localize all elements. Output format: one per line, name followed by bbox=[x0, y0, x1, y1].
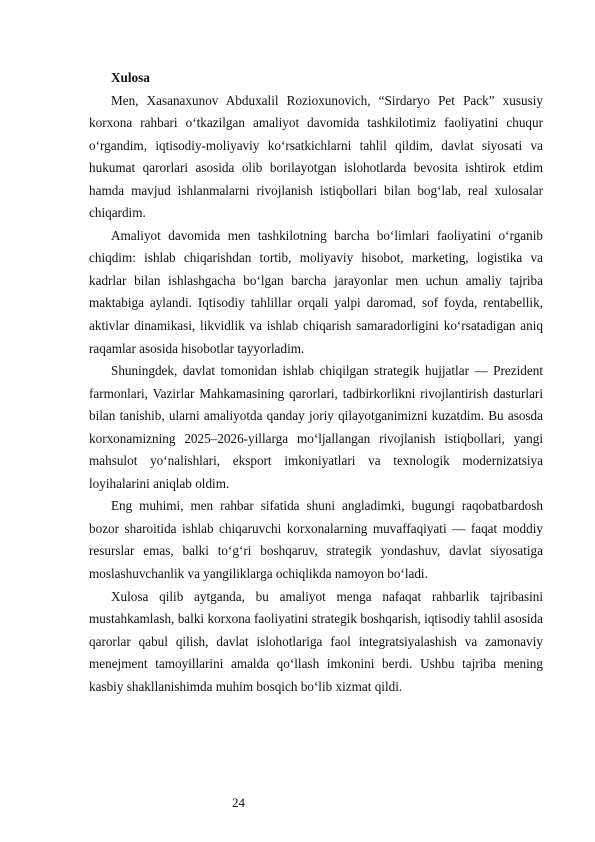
section-heading: Xulosa bbox=[111, 70, 150, 85]
paragraph-2: Amaliyot davomida men tashkilotning barcha bo‘limlari faoliyatini o‘rganib chiqdim: ishlab chiqarishdan tortib, moliyaviy hisobot, marketing, logistika va kadrlar bilan ishlashgacha bo‘lgan barcha jarayonlar men uchun amaliy tajriba maktabiga aylandi. Iqtisodiy tahlillar orqali yalpi daromad, sof foyda, rentabellik, aktivlar dinamikasi, likvidlik va ishlab chiqarish samaradorligini ko‘rsatadigan aniq raqamlar asosida hisobotlar tayyorladim. bbox=[89, 227, 543, 356]
page-number: 24 bbox=[232, 795, 245, 810]
paragraph-1: Men, Xasanaxunov Abduxalil Rozioxunovich, “Sirdaryo Pet Pack” xususiy korxona rahbari o‘tkazilgan amaliyot davomida tashkilotimiz faoliyatini chuqur o‘rgandim, iqtisodiy-moliyaviy ko‘rsatkichlarni tahlil qildim, davlat siyosati va hukumat qarorlari asosida olib borilayotgan islohotlarda bevosita ishtirok etdim hamda mavjud ishlanmalarni rivojlanish istiqbollari bilan bog‘lab, real xulosalar chiqardim. bbox=[89, 92, 543, 221]
paragraph-5: Xulosa qilib aytganda, bu amaliyot menga nafaqat rahbarlik tajribasini mustahkamlash, balki korxona faoliyatini strategik boshqarish, iqtisodiy tahlil asosida qarorlar qabul qilish, davlat islohotlariga faol integratsiyalashish va zamonaviy menejment tamoyillarini amalda qo‘llash imkonini berdi. Ushbu tajriba mening kasbiy shakllanishimda muhim bosqich bo‘lib xizmat qildi. bbox=[89, 588, 543, 694]
page-content bbox=[89, 67, 543, 698]
paragraph-4: Eng muhimi, men rahbar sifatida shuni angladimki, bugungi raqobatbardosh bozor sharoitida ishlab chiqaruvchi korxonalarning muvaffaqiyati — faqat moddiy resurslar emas, balki to‘g‘ri boshqaruv, strategik yondashuv, davlat siyosatiga moslashuvchanlik va yangiliklarga ochiqlikda namoyon bo‘ladi. bbox=[89, 498, 543, 582]
paragraph-3: Shuningdek, davlat tomonidan ishlab chiqilgan strategik hujjatlar — Prezident farmonlari, Vazirlar Mahkamasining qarorlari, tadbirkorlikni rivojlantirish dasturlari bilan tanishib, ularni amaliyotda qanday joriy qilayotganimizni kuzatdim. Bu asosda korxonamizning 2025–2026-yillarga mo‘ljallangan rivojlanish istiqbollari, yangi mahsulot yo‘nalishlari, eksport imkoniyatlari va texnologik modernizatsiya loyihalarini aniqlab oldim. bbox=[89, 363, 543, 491]
